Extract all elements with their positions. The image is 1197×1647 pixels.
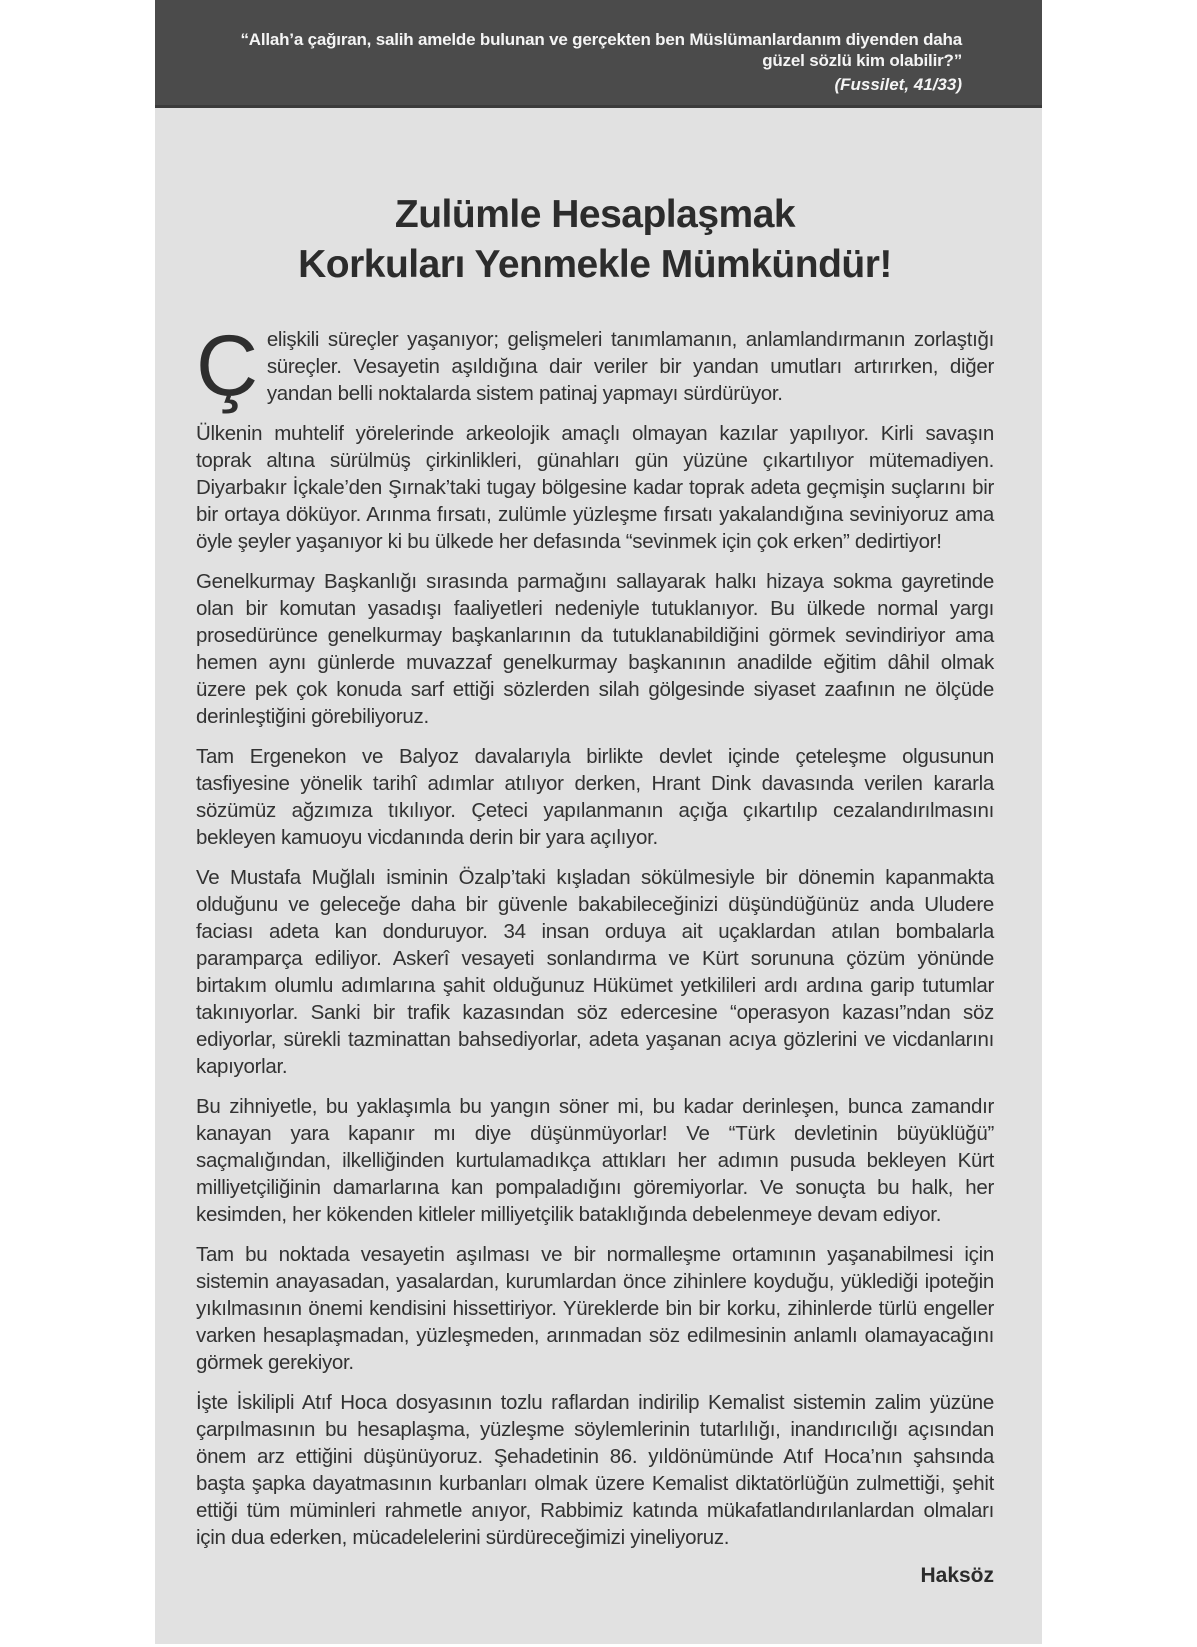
article-title-line2: Korkuları Yenmekle Mümkündür! xyxy=(298,243,892,286)
drop-cap: Ç xyxy=(196,318,258,414)
paragraph-text: elişkili süreçler yaşanıyor; gelişmeleri tanımlamanın, anlamlandırmanın zorlaştığı süreçler. Vesayetin aşıldığına dair veriler bir yandan umutları artırırken, diğer yandan belli noktalarda sistem patinaj yapmayı sürdürüyor. xyxy=(266,328,994,405)
signature: Haksöz xyxy=(920,1564,994,1587)
header-quote-band xyxy=(155,0,1042,108)
article-title-line1: Zulümle Hesaplaşmak xyxy=(394,193,796,236)
paragraph: Ülkenin muhtelif yörelerinde arkeolojik amaçlı olmayan kazılar yapılıyor. Kirli savaşın toprak altına sürülmüş çirkinlikleri, günahları gün yüzüne çıkartılıyor mütemadiyen. Diyarbakır İçkale’den Şırnak’taki tugay bölgesine kadar toprak adeta geçmişin suçlarını bir bir ortaya döküyor. Arınma fırsatı, zulümle yüzleşme fırsatı yakalandığına seviniyoruz ama öyle şeyler yaşanıyor ki bu ülkede her defasında “sevinmek için çok erken” dedirtiyor! xyxy=(196,422,994,553)
paragraph: Genelkurmay Başkanlığı sırasında parmağını sallayarak halkı hizaya sokma gayretinde olan bir komutan yasadışı faaliyetleri nedeniyle tutuklanıyor. Bu ülkede normal yargı prosedürünce genelkurmay başkanlarının da tutuklanabildiğini görmek sevindiriyor ama hemen aynı günlerde muvazzaf genelkurmay başkanının anadilde eğitim dâhil olmak üzere pek çok konuda sarf ettiği sözlerden silah gölgesinde siyaset zaafının ne ölçüde derinleştiğini görebiliyoruz. xyxy=(196,570,994,728)
magazine-page xyxy=(155,0,1042,1647)
paragraph: Tam Ergenekon ve Balyoz davalarıyla birlikte devlet içinde çeteleşme olgusunun tasfiyesine yönelik tarihî adımlar atılıyor derken, Hrant Dink davasında verilen kararla sözümüz ağzımıza tıkılıyor. Çeteci yapılanmanın açığa çıkartılıp cezalandırılmasını bekleyen kamuoyu vicdanında derin bir yara açılıyor. xyxy=(196,745,994,849)
paragraph: Tam bu noktada vesayetin aşılması ve bir normalleşme ortamının yaşanabilmesi için sistemin anayasadan, yasalardan, kurumlardan önce zihinlere koyduğu, yüklediği ipoteğin yıkılmasının önemi kendisini hissettiriyor. Yüreklerde bin bir korku, zihinlerde türlü engeller varken hesaplaşmadan, yüzleşmeden, arınmadan söz edilmesinin anlamlı olamayacağını görmek gerekiyor. xyxy=(196,1243,994,1374)
article-title xyxy=(196,190,994,290)
header-quote-text: “Allah’a çağıran, salih amelde bulunan ve gerçekten ben Müslümanlardanım diyenden daha güzel sözlü kim olabilir?” xyxy=(240,30,962,70)
paragraph: İşte İskilipli Atıf Hoca dosyasının tozlu raflardan indirilip Kemalist sistemin zalim yüzüne çarpılmasının bu hesaplaşma, yüzleşme söylemlerinin tutarlılığı, inandırıcılığı açısından önem arz ettiğini düşünüyoruz. Şehadetinin 86. yıldönümünde Atıf Hoca’nın şahsında başta şapka dayatmasının kurbanları olmak üzere Kemalist diktatörlüğün zulmettiği, şehit ettiği tüm müminleri rahmetle anıyor, Rabbimiz katında mükafatlandırılanlardan olmaları için dua ederken, mücadelelerini sürdüreceğimizi yineliyoruz. xyxy=(196,1391,994,1549)
header-quote-attribution: (Fussilet, 41/33) xyxy=(834,75,962,94)
paragraph: Bu zihniyetle, bu yaklaşımla bu yangın söner mi, bu kadar derinleşen, bunca zamandır kanayan yara kapanır mı diye düşünmüyorlar! Ve “Türk devletinin büyüklüğü” saçmalığından, ilkelliğinden kurtulamadıkça attıkları her adımın pusuda bekleyen Kürt milliyetçiliğinin damarlarına kan pompaladığını göremiyorlar. Ve sonuçta bu halk, her kesimden, her kökenden kitleler milliyetçilik bataklığında debelenmeye devam ediyor. xyxy=(196,1095,994,1226)
article-body xyxy=(155,108,1042,1644)
paragraph xyxy=(196,318,994,414)
paragraph: Ve Mustafa Muğlalı isminin Özalp’taki kışladan sökülmesiyle bir dönemin kapanmakta olduğunu ve geleceğe daha bir güvenle bakabileceğinizi düşündüğünüz anda Uludere faciası adeta kan donduruyor. 34 insan orduya ait uçaklardan atılan bombalarla paramparça ediliyor. Askerî vesayeti sonlandırma ve Kürt sorununa çözüm yönünde birtakım olumlu adımlarına şahit olduğunuz Hükümet yetkilileri ardı ardına garip tutumlar takınıyorlar. Sanki bir trafik kazasından söz edercesine “operasyon kazası”ndan söz ediyorlar, sürekli tazminattan bahsediyorlar, adeta yaşanan acıya gözlerini ve vicdanlarını kapıyorlar. xyxy=(196,866,994,1078)
